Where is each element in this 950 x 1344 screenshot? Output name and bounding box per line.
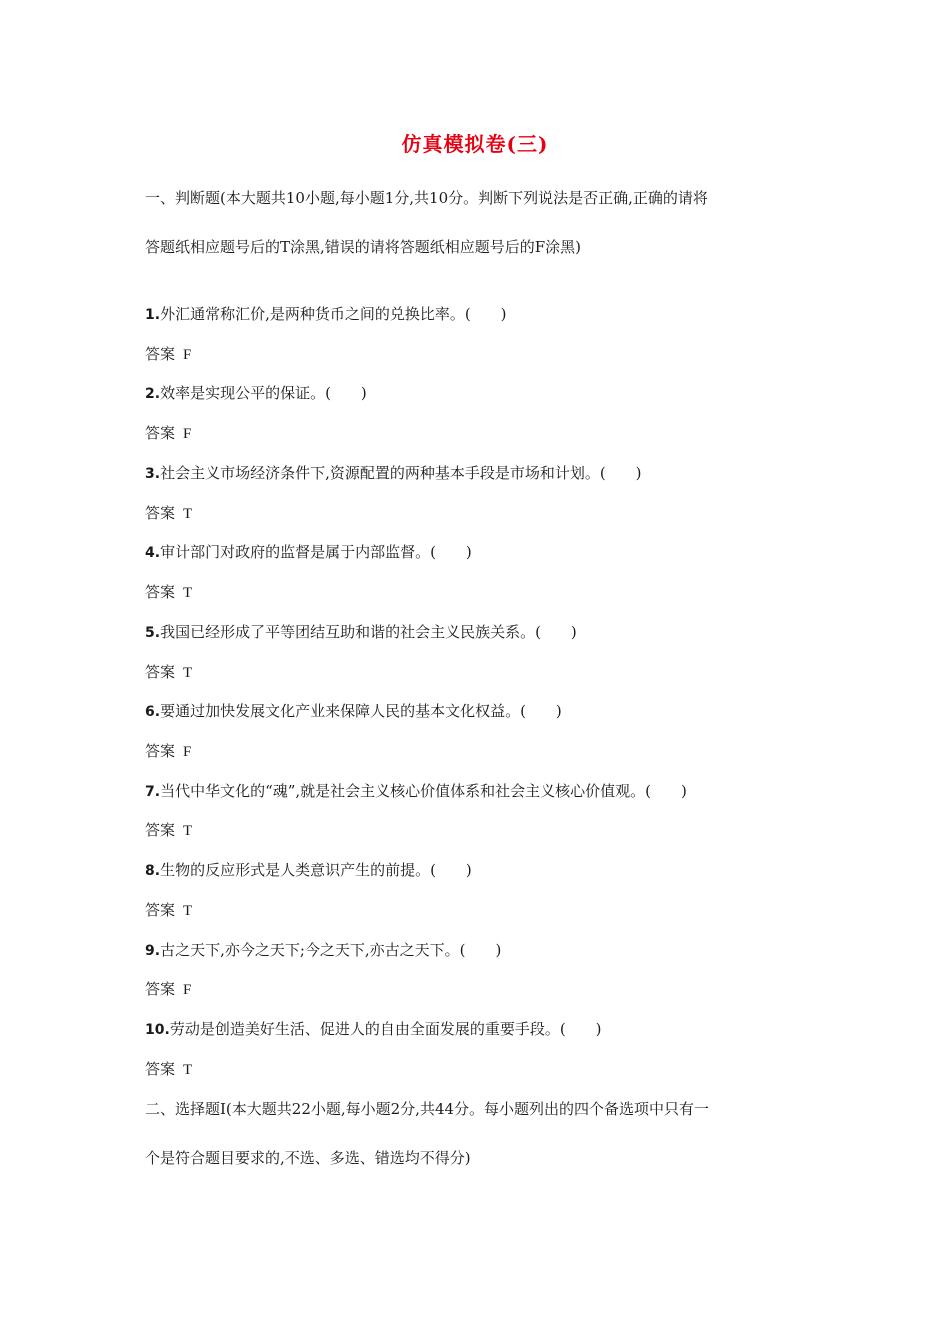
question-text: 当代中华文化的“魂”,就是社会主义核心价值体系和社会主义核心价值观。( ) <box>160 782 687 800</box>
question-text: 生物的反应形式是人类意识产生的前提。( ) <box>160 861 472 879</box>
answer-label: 答案 <box>145 901 176 919</box>
answer-label: 答案 <box>145 504 176 522</box>
answer-label: 答案 <box>145 1060 176 1078</box>
answer-value: F <box>183 744 192 760</box>
answer-7 <box>145 820 192 841</box>
question-number: 7. <box>145 784 161 800</box>
question-6 <box>145 701 562 722</box>
answer-2 <box>145 423 191 444</box>
question-number: 6. <box>145 704 161 720</box>
answer-value: T <box>183 823 193 839</box>
question-number: 10. <box>145 1022 170 1038</box>
answer-value: F <box>183 347 192 363</box>
question-text: 我国已经形成了平等团结互助和谐的社会主义民族关系。( ) <box>160 623 577 641</box>
answer-value: T <box>183 1062 193 1078</box>
answer-5 <box>145 662 192 683</box>
answer-value: F <box>183 426 192 442</box>
answer-value: T <box>183 665 193 681</box>
answer-3 <box>145 503 192 524</box>
question-number: 2. <box>145 386 161 402</box>
section1-intro-line1: 一、判断题(本大题共10小题,每小题1分,共10分。判断下列说法是否正确,正确的请将 <box>145 189 708 207</box>
answer-6 <box>145 741 191 762</box>
answer-label: 答案 <box>145 345 176 363</box>
answer-9 <box>145 979 191 1000</box>
question-number: 9. <box>145 943 161 959</box>
question-7 <box>145 781 687 802</box>
question-4 <box>145 542 472 563</box>
answer-label: 答案 <box>145 663 176 681</box>
question-text: 审计部门对政府的监督是属于内部监督。( ) <box>160 543 472 561</box>
answer-10 <box>145 1059 192 1080</box>
question-number: 3. <box>145 466 161 482</box>
question-text: 劳动是创造美好生活、促进人的自由全面发展的重要手段。( ) <box>169 1020 602 1038</box>
answer-label: 答案 <box>145 424 176 442</box>
answer-value: T <box>183 903 193 919</box>
answer-value: F <box>183 982 192 998</box>
question-text: 效率是实现公平的保证。( ) <box>160 384 367 402</box>
answer-label: 答案 <box>145 980 176 998</box>
question-1 <box>145 304 507 325</box>
question-number: 1. <box>145 307 161 323</box>
question-9 <box>145 940 501 961</box>
answer-label: 答案 <box>145 742 176 760</box>
question-5 <box>145 622 577 643</box>
question-number: 5. <box>145 625 161 641</box>
question-text: 社会主义市场经济条件下,资源配置的两种基本手段是市场和计划。( ) <box>160 464 642 482</box>
question-number: 4. <box>145 545 161 561</box>
question-number: 8. <box>145 863 161 879</box>
answer-1 <box>145 344 191 365</box>
answer-label: 答案 <box>145 583 176 601</box>
question-8 <box>145 860 472 881</box>
question-text: 古之天下,亦今之天下;今之天下,亦古之天下。( ) <box>160 941 502 959</box>
section1-intro-line2: 答题纸相应题号后的T涂黑,错误的请将答题纸相应题号后的F涂黑) <box>145 238 582 256</box>
page-title: 仿真模拟卷(三) <box>401 132 549 156</box>
question-text: 要通过加快发展文化产业来保障人民的基本文化权益。( ) <box>160 702 562 720</box>
question-10 <box>145 1019 602 1040</box>
question-text: 外汇通常称汇价,是两种货币之间的兑换比率。( ) <box>160 305 507 323</box>
question-2 <box>145 383 367 404</box>
section2-intro-line2: 个是符合题目要求的,不选、多选、错选均不得分) <box>145 1149 471 1167</box>
answer-8 <box>145 900 192 921</box>
answer-label: 答案 <box>145 821 176 839</box>
question-3 <box>145 463 642 484</box>
answer-value: T <box>183 585 193 601</box>
answer-4 <box>145 582 192 603</box>
answer-value: T <box>183 506 193 522</box>
section2-intro-line1: 二、选择题Ⅰ(本大题共22小题,每小题2分,共44分。每小题列出的四个备选项中只有一 <box>145 1100 710 1118</box>
